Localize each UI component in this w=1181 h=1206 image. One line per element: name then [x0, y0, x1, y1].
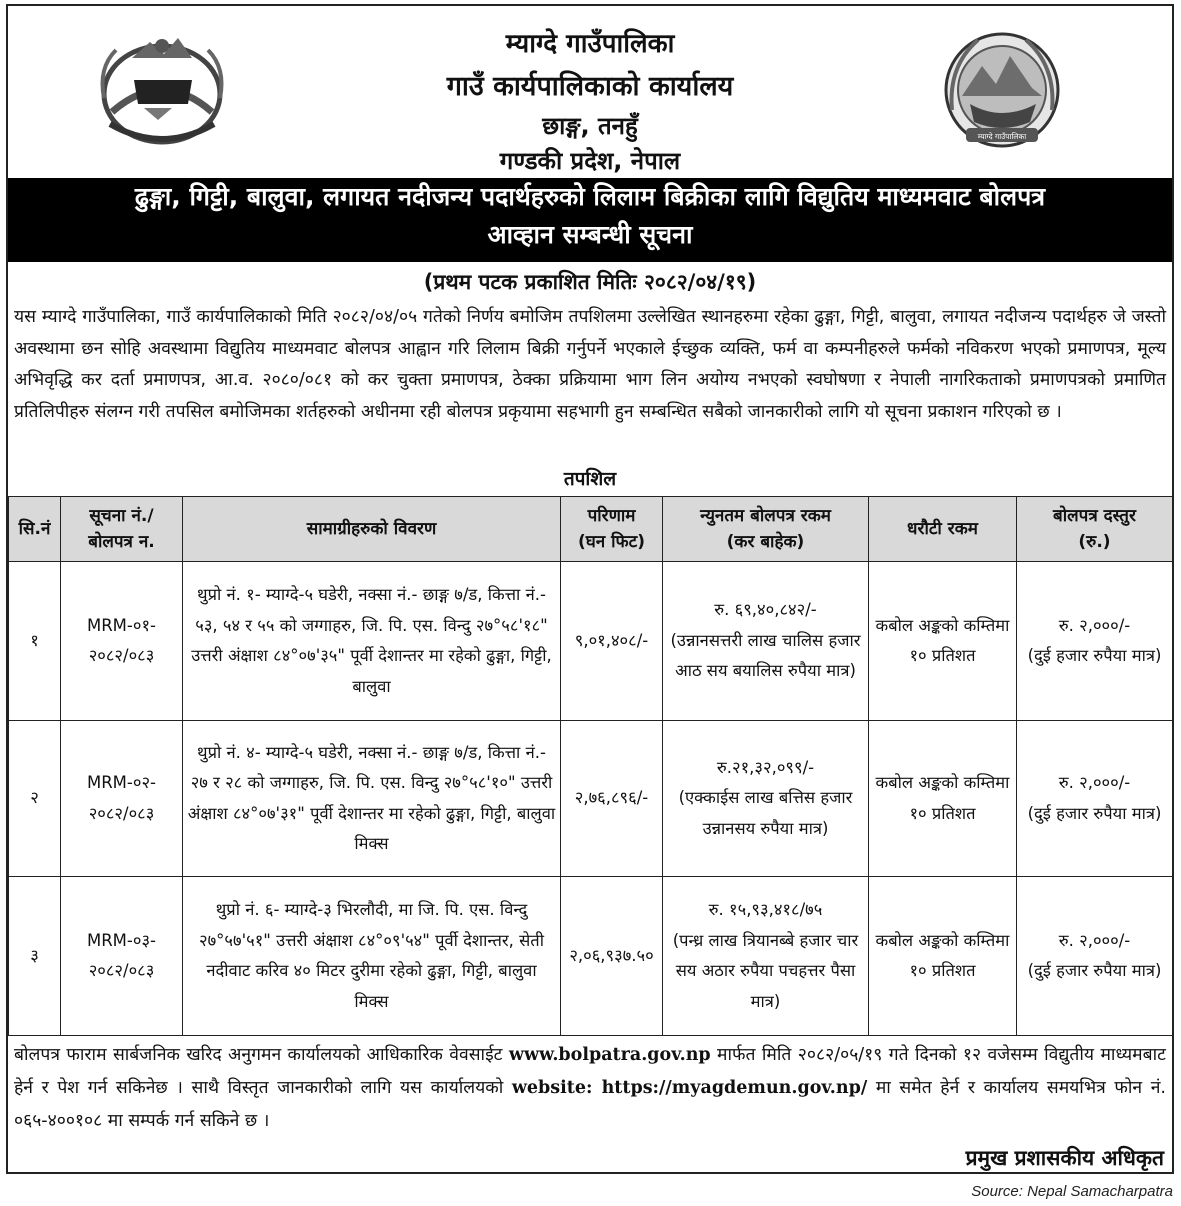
col-header-deposit: धरौटी रकम	[869, 497, 1017, 562]
cell-quantity: ९,०१,४०८/-	[561, 562, 663, 721]
cell-sn: १	[9, 562, 61, 721]
signatory-title: प्रमुख प्रशासकीय अधिकृत	[965, 1146, 1164, 1170]
cell-notice-no: MRM-०३- २०८२/०८३	[61, 877, 183, 1036]
table-row	[9, 721, 1173, 877]
col-header-fee: बोलपत्र दस्तुर (रु.)	[1017, 497, 1173, 562]
cell-description: थुप्रो नं. ६- म्याग्दे-३ भिरलौदी, मा जि. पि. एस. विन्दु २७°५७'५१" उत्तरी अंक्षाश ८४°०९'५४" पूर्वी देशान्तर, सेती नदीवाट करिव ४० मिटर दुरीमा रहेको ढुङ्गा, गिट्टी, बालुवा मिक्स	[183, 877, 561, 1036]
source-credit: Source: Nepal Samacharpatra	[971, 1183, 1173, 1200]
cell-description: थुप्रो नं. १- म्याग्दे-५ घडेरी, नक्सा नं.- छाङ्ग ७/ड, कित्ता नं.- ५३, ५४ र ५५ को जग्गाहरु, जि. पि. एस. विन्दु २७°५८'१८" उत्तरी अंक्षाश ८४°०७'३५" पूर्वी देशान्तर मा रहेको ढुङ्गा, गिट्टी, बालुवा	[183, 562, 561, 721]
col-header-quantity: परिणाम (घन फिट)	[561, 497, 663, 562]
bolpatra-website-link[interactable]: www.bolpatra.gov.np	[508, 1045, 711, 1065]
publication-date: (प्रथम पटक प्रकाशित मितिः २०८२/०४/१९)	[423, 270, 757, 294]
cell-notice-no: MRM-०१- २०८२/०८३	[61, 562, 183, 721]
notice-title-line2: आव्हान सम्बन्धी सूचना	[487, 220, 693, 249]
cell-min-bid: रु. १५,९३,४१८/७५ (पन्ध्र लाख त्रियानब्बे हजार चार सय अठार रुपैया पचहत्तर पैसा मात्र)	[663, 877, 869, 1036]
cell-quantity: २,७६,८९६/-	[561, 721, 663, 877]
cell-fee: रु. २,०००/- (दुई हजार रुपैया मात्र)	[1017, 721, 1173, 877]
province-country: गण्डकी प्रदेश, नेपाल	[499, 147, 681, 175]
cell-deposit: कबोल अङ्कको कम्तिमा १० प्रतिशत	[869, 721, 1017, 877]
table-row	[9, 562, 1173, 721]
office-name: गाउँ कार्यपालिकाको कार्यालय	[446, 71, 734, 102]
notice-title-line1: ढुङ्गा, गिट्टी, बालुवा, लगायत नदीजन्य पदार्थहरुको लिलाम बिक्रीका लागि विद्युतिय माध्यमवाट बोलपत्र	[134, 182, 1046, 211]
tender-table	[8, 496, 1173, 1036]
cell-description: थुप्रो नं. ४- म्याग्दे-५ घडेरी, नक्सा नं.- छाङ्ग ७/ड, कित्ता नं.- २७ र २८ को जग्गाहरु, जि. पि. एस. विन्दु २७°५८'१०" उत्तरी अंक्षाश ८४°०७'३१" पूर्वी देशान्तर मा रहेको ढुङ्गा, गिट्टी, बालुवा मिक्स	[183, 721, 561, 877]
footer-paragraph: बोलपत्र फाराम सार्बजनिक खरिद अनुगमन कार्यालयको आधिकारिक वेवसाईट www.bolpatra.gov.np मार्फत मिति २०८२/०५/१९ गते दिनको १२ वजेसम्म विद्युतीय माध्यमबाट हेर्न र पेश गर्न सकिनेछ । साथै विस्तृत जानकारीको लागि यस कार्यालयको website: https://myagdemun.gov.np/ मा समेत हेर्न र कार्यालय समयभित्र फोन नं. ०६५-४००१०८ मा सम्पर्क गर्न सकिने छ ।	[14, 1045, 1166, 1131]
cell-fee: रु. २,०००/- (दुई हजार रुपैया मात्र)	[1017, 877, 1173, 1036]
cell-deposit: कबोल अङ्कको कम्तिमा १० प्रतिशत	[869, 877, 1017, 1036]
col-header-sn: सि.नं	[9, 497, 61, 562]
cell-fee: रु. २,०००/- (दुई हजार रुपैया मात्र)	[1017, 562, 1173, 721]
notice-frame	[6, 4, 1174, 1174]
cell-quantity: २,०६,९३७.५०	[561, 877, 663, 1036]
col-header-min-bid: न्युनतम बोलपत्र रकम (कर बाहेक)	[663, 497, 869, 562]
cell-sn: २	[9, 721, 61, 877]
municipality-name: म्याग्दे गाउँपालिका	[505, 29, 675, 59]
table-row	[9, 877, 1173, 1036]
cell-min-bid: रु. ६९,४०,८४२/- (उन्नानसत्तरी लाख चालिस हजार आठ सय बयालिस रुपैया मात्र)	[663, 562, 869, 721]
table-header-row	[9, 497, 1173, 562]
notice-intro-paragraph: यस म्याग्दे गाउँपालिका, गाउँ कार्यपालिकाको मिति २०८२/०४/०५ गतेको निर्णय बमोजिम तपशिलमा उल्लेखित स्थानहरुमा रहेका ढुङ्गा, गिट्टी, बालुवा, लगायत नदीजन्य पदार्थहरु जे जस्तो अवस्थामा छन सोहि अवस्थामा विद्युतिय माध्यमवाट बोलपत्र आह्वान गरि लिलाम बिक्री गर्नुपर्ने भएकाले ईच्छुक व्यक्ति, फर्म वा कम्पनीहरुले फर्मको नविकरण भएको प्रमाणपत्र, मूल्य अभिवृद्धि कर दर्ता प्रमाणपत्र, आ.व. २०८०/०८१ को कर चुक्ता प्रमाणपत्र, ठेक्का प्रक्रियामा भाग लिन अयोग्य नभएको स्वघोषणा र नेपाली नागरिकताको प्रमाणपत्रको प्रमाणित प्रतिलिपीहरु संलग्न गरी तपसिल बमोजिमका शर्तहरुको अधीनमा रही बोलपत्र प्रकृयामा सहभागी हुन सम्बन्धित सबैको जानकारीको लागि यो सूचना प्रकाशन गरिएको छ ।	[14, 307, 1166, 422]
logo-ribbon-text: म्याग्दे गाउँपालिका	[977, 132, 1027, 141]
col-header-notice-no: सूचना नं./ बोलपत्र न.	[61, 497, 183, 562]
cell-notice-no: MRM-०२- २०८२/०८३	[61, 721, 183, 877]
cell-deposit: कबोल अङ्कको कम्तिमा १० प्रतिशत	[869, 562, 1017, 721]
col-header-description: सामाग्रीहरुको विवरण	[183, 497, 561, 562]
cell-sn: ३	[9, 877, 61, 1036]
notice-header	[8, 6, 1172, 176]
municipality-logo-icon	[940, 26, 1064, 154]
notice-title-banner	[8, 178, 1172, 262]
municipality-website-link[interactable]: website: https://myagdemun.gov.np/	[511, 1078, 868, 1098]
table-title: तपशिल	[563, 468, 617, 490]
cell-min-bid: रु.२१,३२,०९९/- (एक्काईस लाख बत्तिस हजार उन्नानसय रुपैया मात्र)	[663, 721, 869, 877]
office-location: छाङ्ग, तनहुँ	[542, 112, 638, 140]
